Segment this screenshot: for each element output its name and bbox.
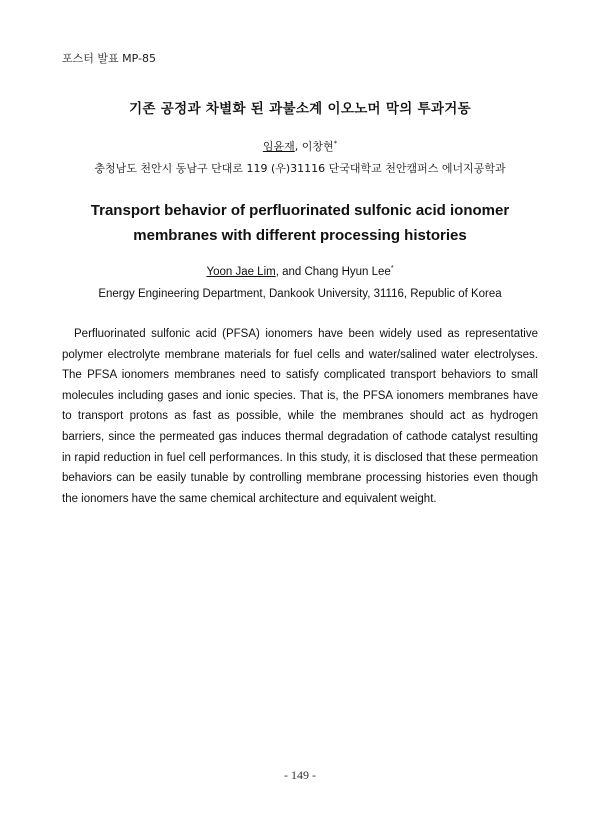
korean-authors bbox=[0, 138, 600, 154]
korean-author-corresponding: 이창현 bbox=[301, 140, 334, 153]
english-affiliation: Energy Engineering Department, Dankook University, 31116, Republic of Korea bbox=[98, 288, 502, 300]
korean-author-separator: , bbox=[294, 140, 302, 153]
english-author-corresponding: Chang Hyun Lee bbox=[304, 266, 391, 278]
corresponding-mark: * bbox=[333, 139, 338, 148]
korean-author-presenter: 임윤재 bbox=[262, 140, 295, 153]
korean-affiliation: 충청남도 천안시 동남구 단대로 119 (우)31116 단국대학교 천안캠퍼스 에너지공학과 bbox=[94, 162, 506, 175]
english-author-separator: , and bbox=[275, 266, 305, 278]
english-authors bbox=[0, 266, 600, 278]
session-label: 포스터 발표 MP-85 bbox=[62, 52, 156, 65]
english-author-presenter: Yoon Jae Lim bbox=[206, 266, 276, 278]
abstract-paragraph: Perfluorinated sulfonic acid (PFSA) ionomers have been widely used as representative polymer electrolyte membrane materials for fuel cells and water/salined water electrolyses. The PFSA ionomers membranes need to satisfy complicated transport behaviors to small molecules including gases and ionic species. That is, the PFSA ionomers membranes have to transport protons as fast as possible, while the membranes should act as hydrogen barriers, since the permeated gas induces thermal degradation of cathode catalyst resulting in rapid reduction in fuel cell performances. In this study, it is disclosed that these permeation behaviors can be easily tunable by controlling membrane processing histories even though the ionomers have the same chemical architecture and equivalent weight. bbox=[62, 328, 538, 505]
korean-title: 기존 공정과 차별화 된 과불소계 이오노머 막의 투과거동 bbox=[129, 101, 471, 117]
english-title: Transport behavior of perfluorinated sulfonic acid ionomer membranes with different processing histories bbox=[90, 202, 510, 244]
page-number: - 149 - bbox=[284, 768, 316, 782]
corresponding-mark: * bbox=[390, 265, 394, 273]
